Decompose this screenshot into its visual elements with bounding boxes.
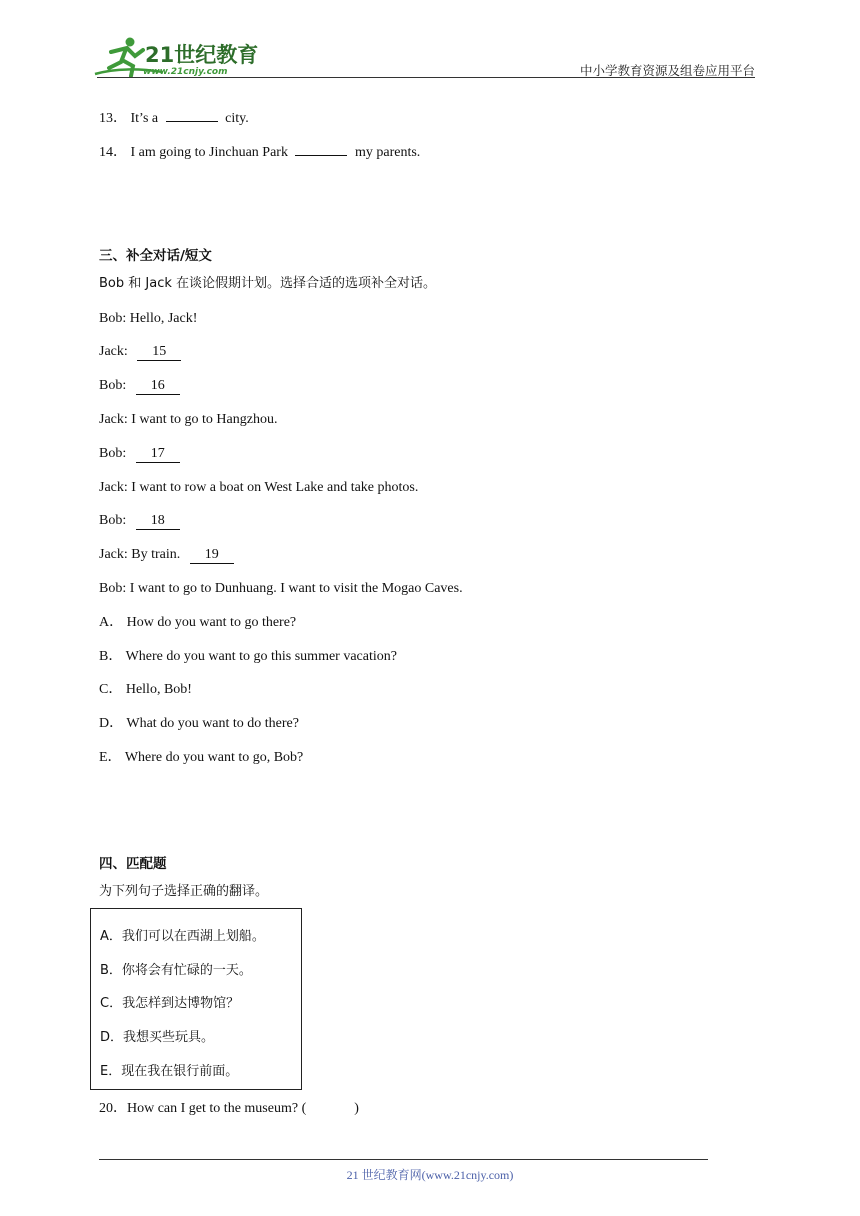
option-item: D．我想买些玩具。 — [100, 1030, 215, 1045]
dialogue-line: Jack: By train. 19 — [99, 546, 234, 564]
answer-blank[interactable]: 15 — [137, 344, 181, 361]
question-14: 14． I am going to Jinchuan Park my parents. — [99, 141, 420, 162]
page-footer: 21 世纪教育网(www.21cnjy.com) — [346, 1168, 514, 1182]
option-item: E．现在我在银行前面。 — [100, 1064, 239, 1079]
section-title: 三、补全对话/短文 — [99, 248, 212, 264]
dialogue-line: Jack: 15 — [99, 343, 181, 361]
option-item: C．我怎样到达博物馆？ — [100, 996, 240, 1011]
dialogue-line: Bob: 17 — [99, 445, 180, 463]
dialogue-line: Jack: I want to row a boat on West Lake and take photos. — [99, 480, 419, 495]
question-13: 13． It’s a city. — [99, 107, 249, 128]
answer-blank[interactable]: 17 — [136, 446, 180, 463]
option-item: D． What do you want to do there? — [99, 716, 299, 731]
dialogue-line: Bob: Hello, Jack! — [99, 311, 198, 326]
answer-blank[interactable]: 18 — [136, 513, 180, 530]
option-item: B． Where do you want to go this summer vacation? — [99, 649, 397, 664]
question-20: 20．How can I get to the museum? ( ) — [99, 1101, 359, 1116]
header-divider — [97, 77, 755, 78]
section-title: 四、匹配题 — [99, 856, 167, 872]
footer-divider — [99, 1159, 708, 1160]
option-item: A． How do you want to go there? — [99, 615, 297, 630]
answer-blank[interactable]: 16 — [136, 378, 180, 395]
dialogue-line: Bob: 16 — [99, 377, 180, 395]
section-instruction: 为下列句子选择正确的翻译。 — [99, 884, 269, 899]
translation-options-box — [90, 908, 302, 1090]
dialogue-line: Jack: I want to go to Hangzhou. — [99, 412, 278, 427]
answer-blank[interactable]: 19 — [190, 547, 234, 564]
option-item: B．你将会有忙碌的一天。 — [100, 963, 252, 978]
section-instruction: Bob 和 Jack 在谈论假期计划。选择合适的选项补全对话。 — [99, 276, 436, 291]
page-header — [0, 0, 860, 80]
option-item: A．我们可以在西湖上划船。 — [100, 929, 265, 944]
answer-blank[interactable] — [295, 141, 347, 156]
option-item: E． Where do you want to go, Bob? — [99, 750, 304, 765]
site-logo — [93, 36, 263, 78]
svg-text:www.21cnjy.com: www.21cnjy.com — [143, 67, 228, 77]
answer-blank[interactable] — [166, 107, 218, 122]
dialogue-line: Bob: I want to go to Dunhuang. I want to visit the Mogao Caves. — [99, 581, 463, 596]
svg-text:21世纪教育: 21世纪教育 — [145, 43, 259, 67]
platform-name: 中小学教育资源及组卷应用平台 — [579, 63, 755, 78]
option-item: C． Hello, Bob! — [99, 682, 192, 697]
dialogue-line: Bob: 18 — [99, 512, 180, 530]
